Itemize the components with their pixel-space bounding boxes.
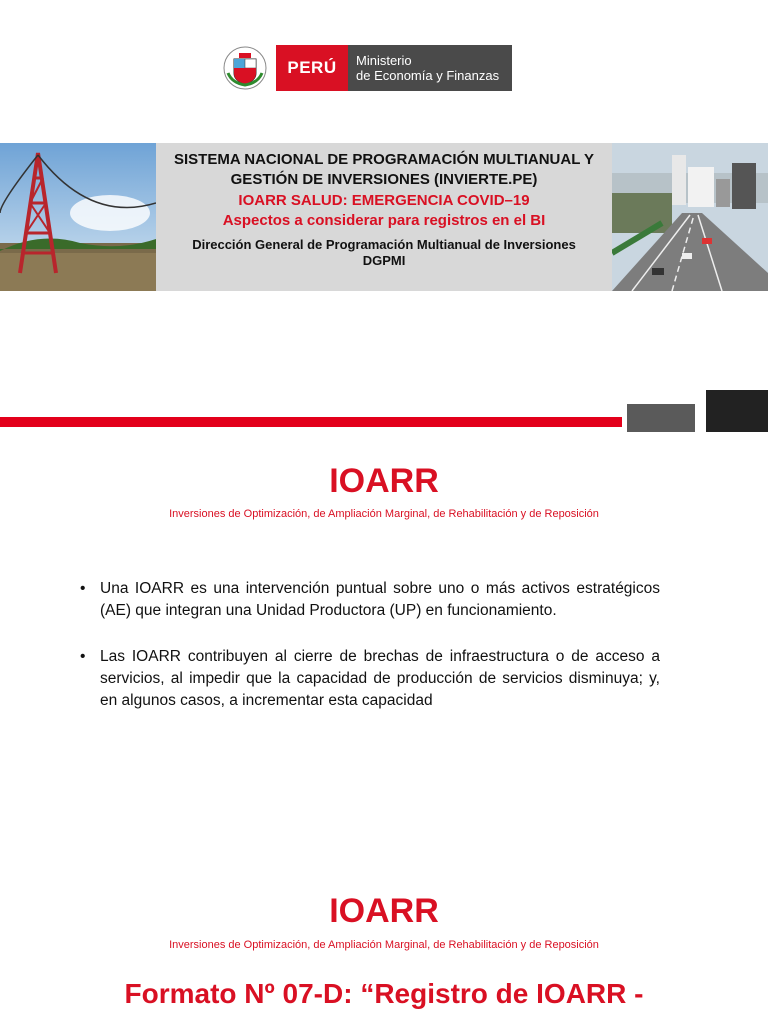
bridge-image-icon bbox=[0, 143, 156, 291]
bullet-text: Las IOARR contribuyen al cierre de brechas de infraestructura o de acceso a servicios, al impedir que la capacidad de producción de servicios disminuya; y, en algunos casos, a incrementar esta capacidad bbox=[100, 648, 660, 709]
gray-block-dark bbox=[706, 390, 768, 432]
city-image-icon bbox=[612, 143, 768, 291]
list-item bbox=[80, 646, 660, 712]
bullet-symbol: • bbox=[80, 648, 86, 665]
banner-subtitle-aspects: Aspectos a considerar para registros en el BI bbox=[222, 212, 546, 229]
bridge-photo bbox=[0, 143, 156, 291]
red-divider bbox=[0, 417, 622, 427]
banner-direction-line2: DGPMI bbox=[362, 253, 406, 268]
banner-subtitle-covid: IOARR SALUD: EMERGENCIA COVID–19 bbox=[238, 192, 530, 209]
banner-title-block bbox=[156, 150, 612, 269]
city-highway-photo bbox=[612, 143, 768, 291]
peru-label: PERÚ bbox=[276, 45, 348, 91]
bullet-symbol: • bbox=[80, 580, 86, 597]
formato-heading: Formato Nº 07-D: “Registro de IOARR - bbox=[124, 978, 644, 1009]
banner-title-line2: GESTIÓN DE INVERSIONES (INVIERTE.PE) bbox=[230, 171, 538, 188]
section1-subtitle: Inversiones de Optimización, de Ampliación Marginal, de Rehabilitación y de Reposición bbox=[169, 508, 599, 520]
ministry-line1: Ministerio bbox=[356, 53, 412, 68]
section2-title: IOARR bbox=[329, 892, 439, 930]
bullet-list bbox=[80, 578, 660, 712]
mef-logo bbox=[222, 45, 512, 91]
section1-title: IOARR bbox=[329, 462, 439, 500]
ministry-line2: de Economía y Finanzas bbox=[356, 68, 500, 83]
peru-coat-of-arms-icon bbox=[222, 45, 268, 91]
list-item bbox=[80, 578, 660, 622]
section2-subtitle: Inversiones de Optimización, de Ampliación Marginal, de Rehabilitación y de Reposición bbox=[169, 939, 599, 951]
gray-block-small bbox=[627, 404, 695, 432]
banner-title-line1: SISTEMA NACIONAL DE PROGRAMACIÓN MULTIANUAL Y bbox=[173, 151, 594, 168]
banner-direction-line1: Dirección General de Programación Multianual de Inversiones bbox=[192, 237, 576, 252]
ministry-label bbox=[348, 45, 512, 91]
bullet-text: Una IOARR es una intervención puntual sobre uno o más activos estratégicos (AE) que integran una Unidad Productora (UP) en funcionamiento. bbox=[100, 580, 660, 619]
